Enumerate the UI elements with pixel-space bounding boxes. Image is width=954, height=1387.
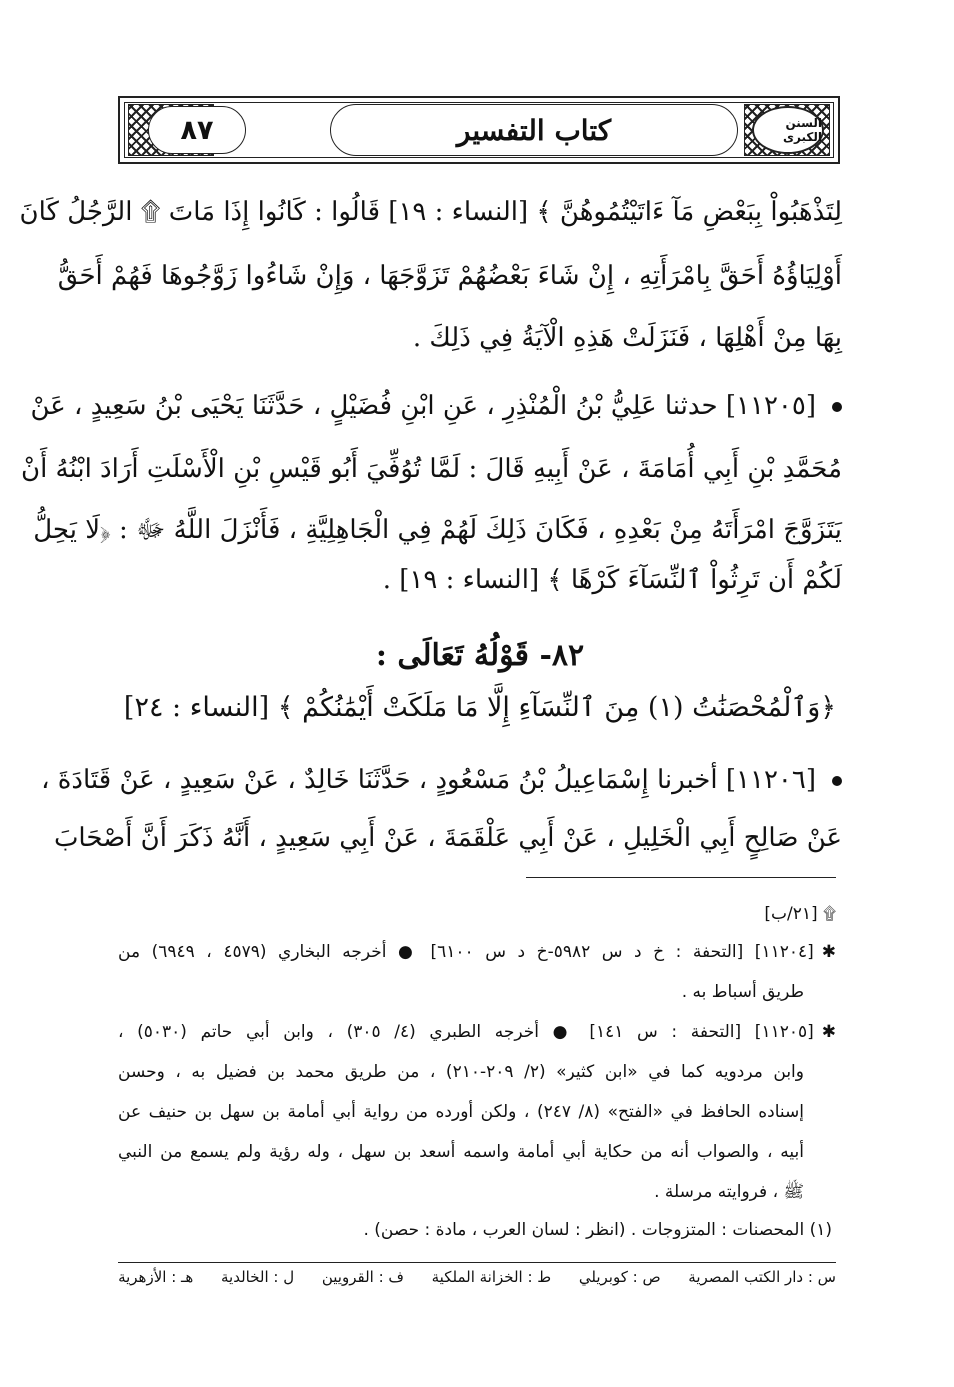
text-line: مُحَمَّدِ بْنِ أَبِي أُمَامَةَ ، عَنْ أَبِيهِ قَالَ : لَمَّا تُوُفِّيَ أَبُو قَيْسِ بْنِ الْأَسْلَتِ أَرَادَ ابْنُهُ أَنْ — [20, 454, 842, 484]
hadith-11206-line-1: [١١٢٠٦] أخبرنا إِسْمَاعِيلُ بْنُ مَسْعُودٍ ، حَدَّثَنَا خَالِدٌ ، عَنْ سَعِيدٍ ، عَنْ قَتَادَةَ ، — [118, 760, 842, 804]
source-s2: ص : كوبريلي — [578, 1268, 661, 1286]
source-s: س : دار الكتب المصرية — [688, 1268, 836, 1286]
text-line: يَتَزَوَّجَ امْرَأَتَهُ مِنْ بَعْدِهِ ، فَكَانَ ذَلِكَ لَهُمْ فِي الْجَاهِلِيَّةِ ، فَأَنْزَلَ اللَّهُ ﷻ : ﴿لَا يَحِلُّ — [33, 515, 842, 545]
text-line: عَنْ صَالِحٍ أَبِي الْخَلِيلِ ، عَنْ أَبِي عَلْقَمَةَ ، عَنْ أَبِي سَعِيدٍ ، أَنَّهُ ذَكَرَ أَنَّ أَصْحَابَ — [53, 823, 842, 853]
footnote-11205-cont: إسناده الحافظ في «الفتح» (٨/ ٢٤٧) ، ولكن أورده من رواية أبي أمامة بن سهل بن حنيف عن — [118, 1102, 804, 1122]
footnote-11205-cont: وابن مردويه كما في «ابن كثير» (٢/ ٢٠٩-٢١٠) ، من طريق محمد بن فضيل به ، وحسن — [118, 1062, 804, 1082]
footnote-11204: ✱[١١٢٠٤] [التحفة : خ د س ٥٩٨٢-خ د س ٦١٠٠] ● أخرجه البخاري (٤٥٧٩ ، ٦٩٤٩) من — [118, 942, 836, 962]
asterisk-icon: ✱ — [821, 942, 836, 962]
book-seal: السنن الكبرى — [752, 106, 824, 154]
source-h: هـ : الأزهرية — [118, 1268, 194, 1286]
header-title: كتاب التفسير — [456, 113, 612, 147]
footnote-11205-cont: ﷺ ، فروايته مرسلة . — [654, 1182, 804, 1202]
footnote-11205: ✱[١١٢٠٥] [التحفة : س ١٤١] ● أخرجه الطبري (٤/ ٣٠٥) ، وابن أبي حاتم (٥٠٣٠) ، — [118, 1022, 836, 1042]
text-line: بِهَا مِنْ أَهْلِهَا ، فَنَزَلَتْ هَذِهِ الْآيَةُ فِي ذَلِكَ . — [412, 323, 842, 353]
header-title-cartouche — [330, 104, 738, 156]
text-line: لِتَذْهَبُواْ بِبَعْضِ مَآ ءَاتَيْتُمُوهُنَّ ﴾ [النساء : ١٩] قَالُوا : كَانُوا إِذَا مَاتَ ۩ الرَّجُلُ كَانَ — [19, 197, 842, 227]
section-verse: ﴿وَٱلْمُحْصَنَٰتُ (١) مِنَ ٱلنِّسَآءِ إِلَّا مَا مَلَكَتْ أَيْمَٰنُكُمْ ﴾ [النساء : ٢٤] — [123, 692, 837, 723]
hadith-11205-line-1: [١١٢٠٥] حدثنا عَلِيُّ بْنُ الْمُنْذِرِ ، عَنِ ابْنِ فُضَيْلٍ ، حَدَّثَنَا يَحْيَى بْنُ سَعِيدٍ ، عَنْ — [118, 386, 842, 430]
page-number: ٨٧ — [180, 114, 214, 146]
source-t: ط : الخزانة الملكية — [431, 1268, 552, 1286]
footnote-11205-cont: أبيه ، والصواب أنه من حكاية أبي أمامة واسمه أسعد بن سهل ، وله رؤية ولم يسمع من النبي — [118, 1142, 804, 1162]
source-f: ف : القرويين — [321, 1268, 404, 1286]
text-line: أَوْلِيَاؤُهُ أَحَقَّ بِامْرَأَتِهِ ، إِنْ شَاءَ بَعْضُهُمْ تَزَوَّجَهَا ، وَإِنْ شَاءُوا زَوَّجُوهَا فَهُمْ أَحَقُّ — [57, 261, 842, 291]
page-number-cartouche — [148, 106, 246, 154]
asterisk-icon: ✱ — [821, 1022, 836, 1042]
bullet-icon — [832, 402, 842, 412]
sources-separator — [118, 1262, 836, 1263]
manuscript-sources — [118, 1268, 836, 1294]
folio-marker: ۩ [٢١/ب] — [764, 904, 836, 924]
source-l: ل : الخالدية — [221, 1268, 295, 1286]
footnote-separator — [526, 877, 836, 878]
bullet-icon — [832, 776, 842, 786]
section-heading: ٨٢- قَوْلُهُ تَعَالَى : — [375, 638, 585, 673]
text-line: لَكُمْ أَن تَرِثُواْ ٱلنِّسَآءَ كَرْهًا ﴾ [النساء : ١٩] . — [382, 565, 842, 595]
page-header — [118, 96, 840, 164]
footnote-11204-cont: طريق أسباط به . — [681, 982, 804, 1002]
footnote-1: (١) المحصنات : المتزوجات . (انظر : لسان العرب ، مادة : حصن) . — [363, 1220, 832, 1240]
